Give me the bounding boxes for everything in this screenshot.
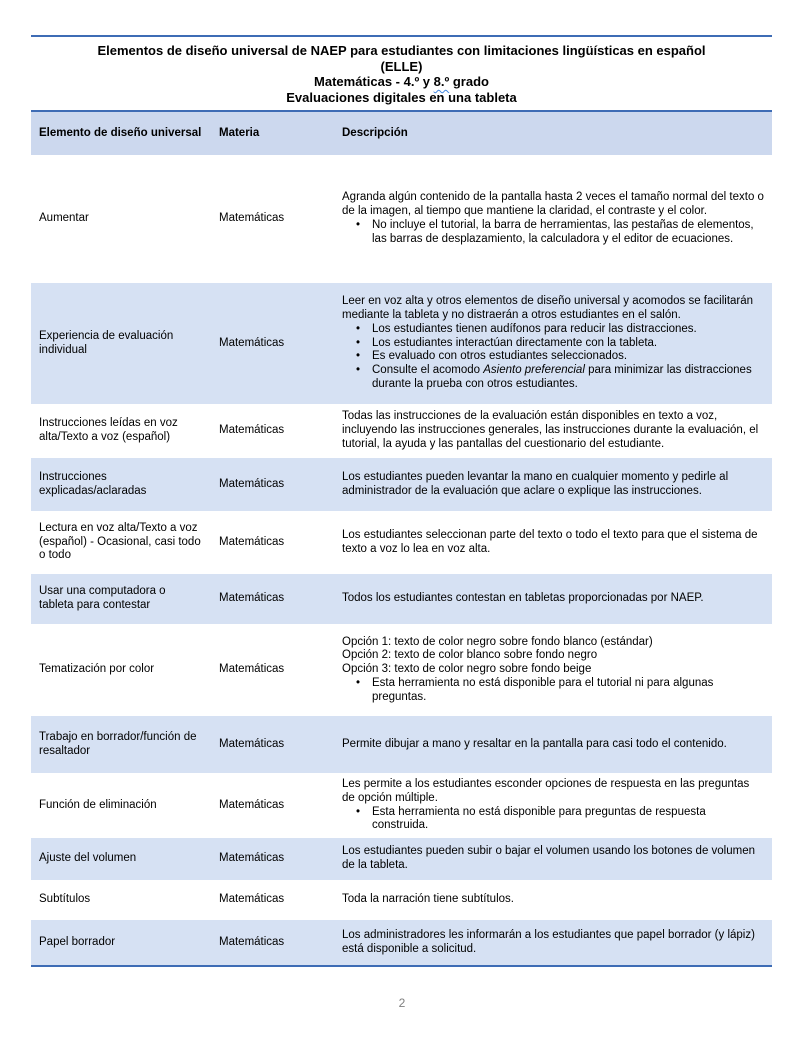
element-cell: Instrucciones explicadas/aclaradas [31, 458, 211, 511]
description-paragraph: Los estudiantes seleccionan parte del texto o todo el texto para que el sistema de texto a voz lo lea en voz alta. [342, 528, 758, 555]
description-cell [334, 624, 772, 716]
table-row [31, 574, 772, 624]
title-line-1: Elementos de diseño universal de NAEP para estudiantes con limitaciones lingüísticas en español [97, 43, 706, 58]
description-paragraph: Agranda algún contenido de la pantalla hasta 2 veces el tamaño normal del texto o de la imagen, al tiempo que mantiene la claridad, el contraste y el color. [342, 191, 764, 218]
description-paragraph: Los estudiantes pueden subir o bajar el volumen usando los botones de volumen de la tableta. [342, 845, 756, 872]
subject-cell: Matemáticas [211, 838, 334, 880]
subject-cell: Matemáticas [211, 920, 334, 966]
column-header-subject: Materia [211, 111, 334, 155]
subject-cell: Matemáticas [211, 574, 334, 624]
description-paragraph: Opción 2: texto de color blanco sobre fondo negro [342, 649, 598, 662]
bullet-item: • Es evaluado con otros estudiantes seleccionados. [356, 350, 764, 364]
description-paragraph: Opción 1: texto de color negro sobre fondo blanco (estándar) [342, 635, 653, 648]
subject-cell: Matemáticas [219, 424, 285, 437]
table-row [31, 458, 772, 511]
bullet-item: • Los estudiantes interactúan directamente con la tableta. [356, 337, 764, 351]
subject-cell: Matemáticas [219, 535, 285, 548]
page-content [31, 35, 772, 967]
table-row [31, 716, 772, 773]
title-line-3-prefix: Matemáticas - 4.º y [314, 74, 434, 89]
table-row [31, 283, 772, 404]
table-row [31, 404, 772, 458]
table-row [31, 155, 772, 283]
description-cell [334, 880, 772, 920]
element-cell: Función de eliminación [39, 798, 157, 811]
table-row [31, 838, 772, 880]
description-paragraph: Los administradores les informarán a los estudiantes que papel borrador (y lápiz) está disponible a solicitud. [342, 928, 755, 955]
description-cell [334, 920, 772, 966]
column-header-element: Elemento de diseño universal [31, 111, 211, 155]
description-cell [334, 773, 772, 838]
subject-cell: Matemáticas [211, 458, 334, 511]
element-cell: Lectura en voz alta/Texto a voz (español) - Ocasional, casi todo o todo [39, 521, 201, 562]
bullet-item: • Esta herramienta no está disponible para el tutorial ni para algunas preguntas. [356, 677, 764, 705]
subject-cell: Matemáticas [219, 212, 285, 225]
subject-cell: Matemáticas [219, 893, 285, 906]
udl-elements-table [31, 110, 772, 967]
element-cell: Ajuste del volumen [31, 838, 211, 880]
subject-cell: Matemáticas [219, 663, 285, 676]
title-line-3-suffix: grado [449, 74, 489, 89]
description-bullet-list [342, 806, 764, 834]
element-cell: Experiencia de evaluación individual [31, 283, 211, 404]
description-bullet-list [342, 677, 764, 705]
description-paragraph: Opción 3: texto de color negro sobre fondo beige [342, 663, 592, 676]
element-cell: Trabajo en borrador/función de resaltador [31, 716, 211, 773]
misspelled-word: 8.º [433, 74, 450, 89]
description-paragraph: Todos los estudiantes contestan en tabletas proporcionadas por NAEP. [342, 592, 704, 605]
table-header-row [31, 111, 772, 155]
description-cell [334, 574, 772, 624]
element-cell: Papel borrador [31, 920, 211, 966]
bullet-item: • No incluye el tutorial, la barra de herramientas, las pestañas de elementos, las barras de desplazamiento, la calculadora y el editor de ecuaciones. [356, 219, 764, 247]
table-row [31, 773, 772, 838]
page-number: 2 [398, 996, 406, 1010]
description-cell [334, 155, 772, 283]
description-cell [334, 838, 772, 880]
element-cell: Tematización por color [39, 663, 155, 676]
description-paragraph: Todas las instrucciones de la evaluación están disponibles en texto a voz, incluyendo las instrucciones generales, las instrucciones durante la evaluación, el tutorial, la ayuda y las pantallas del cuestionario del estudiante. [342, 410, 759, 450]
title-line-2: (ELLE) [380, 58, 423, 74]
title-line-4: Evaluaciones digitales en una tableta [286, 89, 517, 105]
description-cell [334, 511, 772, 574]
subject-cell: Matemáticas [211, 716, 334, 773]
table-row [31, 511, 772, 574]
column-header-description: Descripción [334, 111, 772, 155]
description-bullet-list [342, 323, 764, 392]
table-row [31, 880, 772, 920]
description-cell [334, 716, 772, 773]
description-paragraph: Toda la narración tiene subtítulos. [342, 893, 514, 906]
bullet-item: • Esta herramienta no está disponible para preguntas de respuesta construida. [356, 806, 764, 834]
document-title [31, 35, 772, 110]
table-row [31, 920, 772, 966]
table-row [31, 624, 772, 716]
description-paragraph: Los estudiantes pueden levantar la mano en cualquier momento y pedirle al administrador de la evaluación que aclare o explique las instrucciones. [342, 470, 729, 497]
element-cell: Instrucciones leídas en voz alta/Texto a voz (español) [39, 417, 178, 443]
description-paragraph: Permite dibujar a mano y resaltar en la pantalla para casi todo el contenido. [342, 737, 727, 750]
description-cell [334, 404, 772, 458]
bullet-item: • Los estudiantes tienen audífonos para reducir las distracciones. [356, 323, 764, 337]
subject-cell: Matemáticas [219, 798, 285, 811]
element-cell: Aumentar [39, 212, 89, 225]
subject-cell: Matemáticas [211, 283, 334, 404]
bullet-item: • Consulte el acomodo Asiento preferencial para minimizar las distracciones durante la prueba con otros estudiantes. [356, 364, 764, 392]
element-cell: Subtítulos [39, 893, 91, 906]
description-bullet-list [342, 219, 764, 247]
table-body [31, 155, 772, 966]
description-paragraph: Les permite a los estudiantes esconder opciones de respuesta en las preguntas de opción múltiple. [342, 778, 750, 804]
description-paragraph: Leer en voz alta y otros elementos de diseño universal y acomodos se facilitarán mediante la tableta y no distraerán a otros estudiantes en el salón. [342, 295, 754, 321]
description-cell [334, 283, 772, 404]
element-cell: Usar una computadora o tableta para contestar [31, 574, 211, 624]
title-line-3 [31, 74, 772, 90]
description-cell [334, 458, 772, 511]
